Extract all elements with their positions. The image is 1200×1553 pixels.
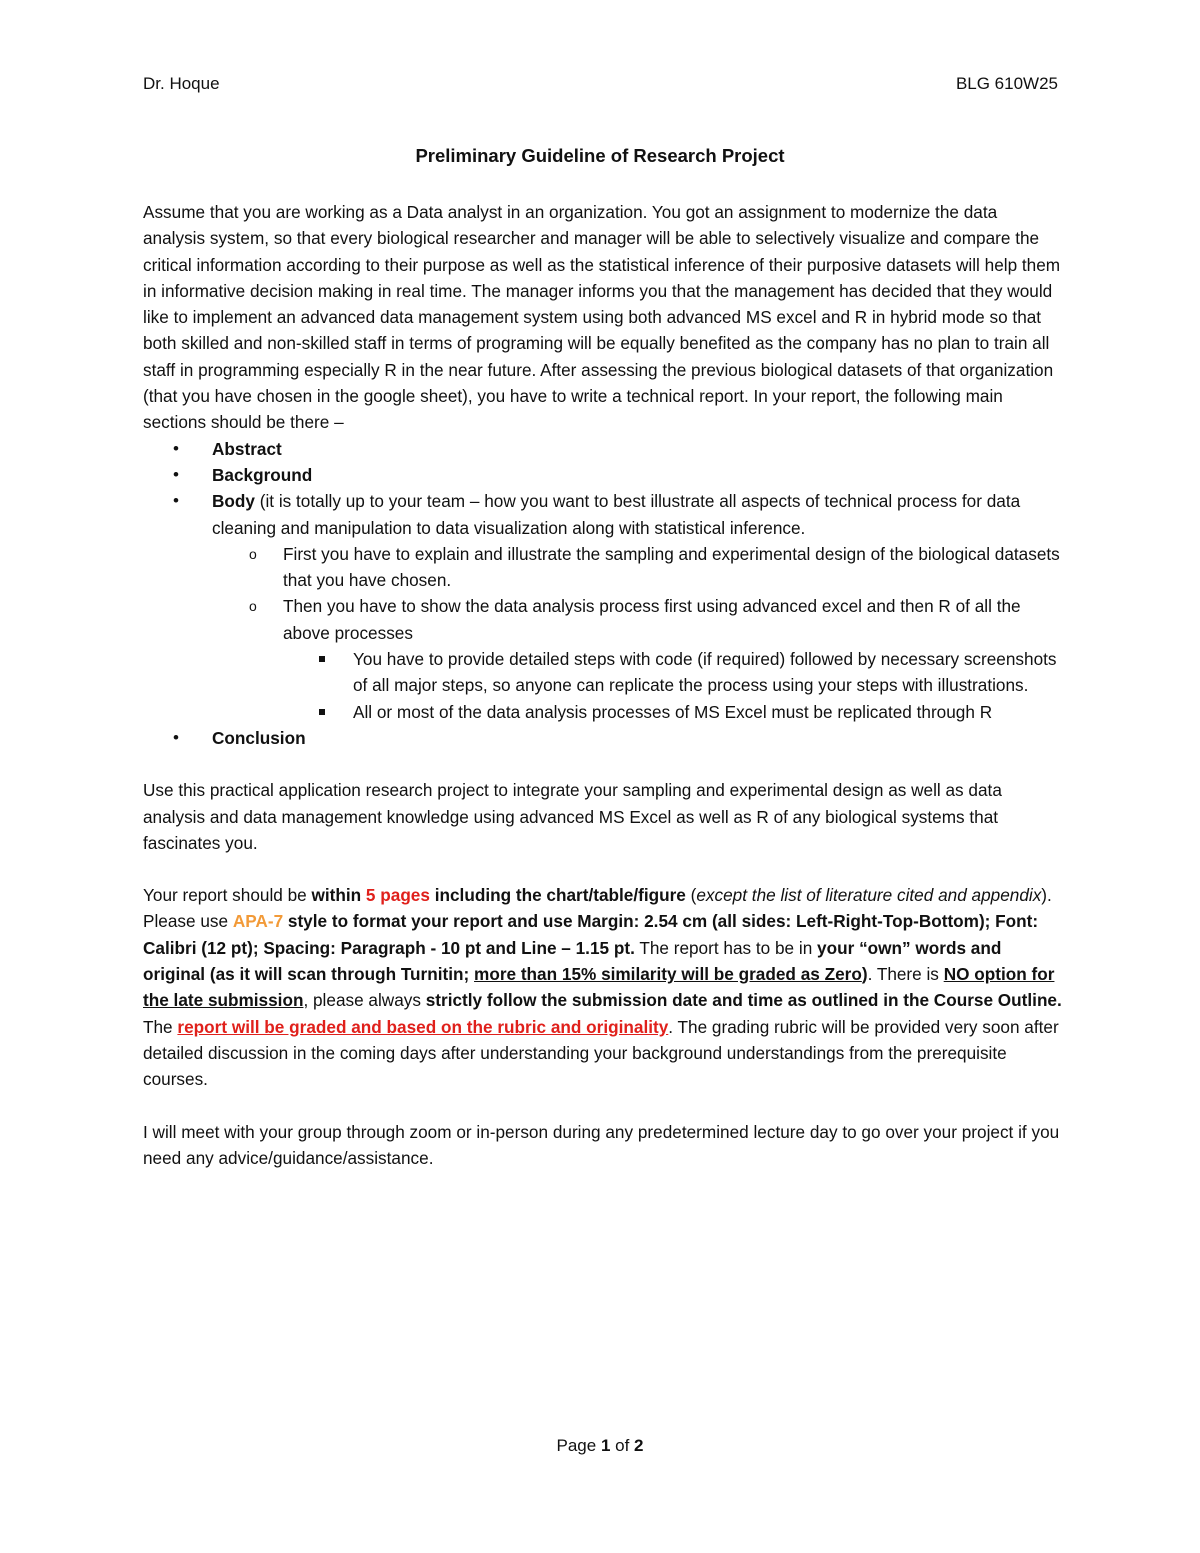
practical-application-paragraph: Use this practical application research project to integrate your sampling and experimental design as well as data analysis and data management knowledge using advanced MS Excel as well as R of any biological systems that fascinates you.	[143, 780, 1002, 853]
subsublist-item-replicate: All or most of the data analysis processes of MS Excel must be replicated through R	[283, 699, 1063, 725]
header-course-code: BLG 610W25	[955, 74, 1058, 93]
apa-style-highlight: APA-7	[232, 911, 284, 932]
body-sublist	[212, 541, 1063, 725]
list-item-body: • Body (it is totally up to your team – how you want to best illustrate all aspects of technical process for data cleaning and manipulation to data visualization along with statistical inference. o First you have to explain and illustrate the sampling and experimental design of the biological datasets that you have chosen. o Then you have to show the data analysis process first using advanced excel and then R of all the above processes You have to provide detailed steps with code (if required) followed by necessary screenshots of all major steps, so anyone can replicate the process using your steps with illustrations. All or most of the data analysis processes of MS Excel must be replicated through R	[143, 488, 1063, 725]
list-item-abstract: • Abstract	[143, 436, 1063, 462]
page-number-footer: Page 1 of 2	[556, 1436, 644, 1455]
late-submission-warning: NO option for the late submission	[143, 964, 1055, 1011]
sublist-item-analysis: o Then you have to show the data analysis process first using advanced excel and then R of all the above processes You have to provide detailed steps with code (if required) followed by necessary screenshots of all major steps, so anyone can replicate the process using your steps with illustrations. All or most of the data analysis processes of MS Excel must be replicated through R	[212, 593, 1063, 724]
list-item-conclusion: • Conclusion	[143, 725, 1063, 751]
sublist-item-sampling: o First you have to explain and illustrate the sampling and experimental design of the biological datasets that you have chosen.	[212, 541, 1063, 594]
document-title: Preliminary Guideline of Research Project	[415, 145, 785, 166]
grading-rubric-highlight: report will be graded and based on the rubric and originality	[177, 1016, 669, 1037]
main-sections-list	[143, 436, 1063, 752]
report-requirements-paragraph: Your report should be within 5 pages including the chart/table/figure (except the list of literature cited and appendix). Please use APA-7 style to format your report and use Margin: 2.54 cm (all sides: Left-Right-Top-Bottom); Font: Calibri (12 pt); Spacing: Paragraph - 10 pt and Line – 1.15 pt. The report has to be in your “own” words and original (as it will scan through Turnitin; more than 15% similarity will be graded as Zero). There is NO option for the late submission, please always strictly follow the submission date and time as outlined in the Course Outline. The report will be graded and based on the rubric and originality. The grading rubric will be provided very soon after detailed discussion in the coming days after understanding your background understandings from the prerequisite courses.	[143, 885, 1062, 1090]
page-limit-highlight: 5 pages	[365, 885, 430, 906]
subsublist-item-steps: You have to provide detailed steps with code (if required) followed by necessary screenshots of all major steps, so anyone can replicate the process using your steps with illustrations.	[283, 646, 1063, 699]
analysis-sublist	[283, 646, 1063, 725]
document-body	[143, 199, 1063, 1171]
header-author: Dr. Hoque	[143, 74, 220, 93]
meeting-paragraph: I will meet with your group through zoom or in-person during any predetermined lecture day to go over your project if you need any advice/guidance/assistance.	[143, 1121, 1060, 1168]
intro-paragraph: Assume that you are working as a Data analyst in an organization. You got an assignment to modernize the data analysis system, so that every biological researcher and manager will be able to selectively visualize and compare the critical information according to their purpose as well as the statistical inference of their purposive datasets will help them in informative decision making in real time. The manager informs you that the management has decided that they would like to implement an advanced data management system using both advanced MS excel and R in hybrid mode so that both skilled and non-skilled staff in terms of programing will be equally benefited as the company has no plan to train all staff in programming especially R in the near future. After assessing the previous biological datasets of that organization (that you have chosen in the google sheet), you have to write a technical report. In your report, the following main sections should be there –	[143, 202, 1061, 433]
similarity-warning: more than 15% similarity will be graded as Zero	[474, 964, 862, 985]
list-item-background: • Background	[143, 462, 1063, 488]
